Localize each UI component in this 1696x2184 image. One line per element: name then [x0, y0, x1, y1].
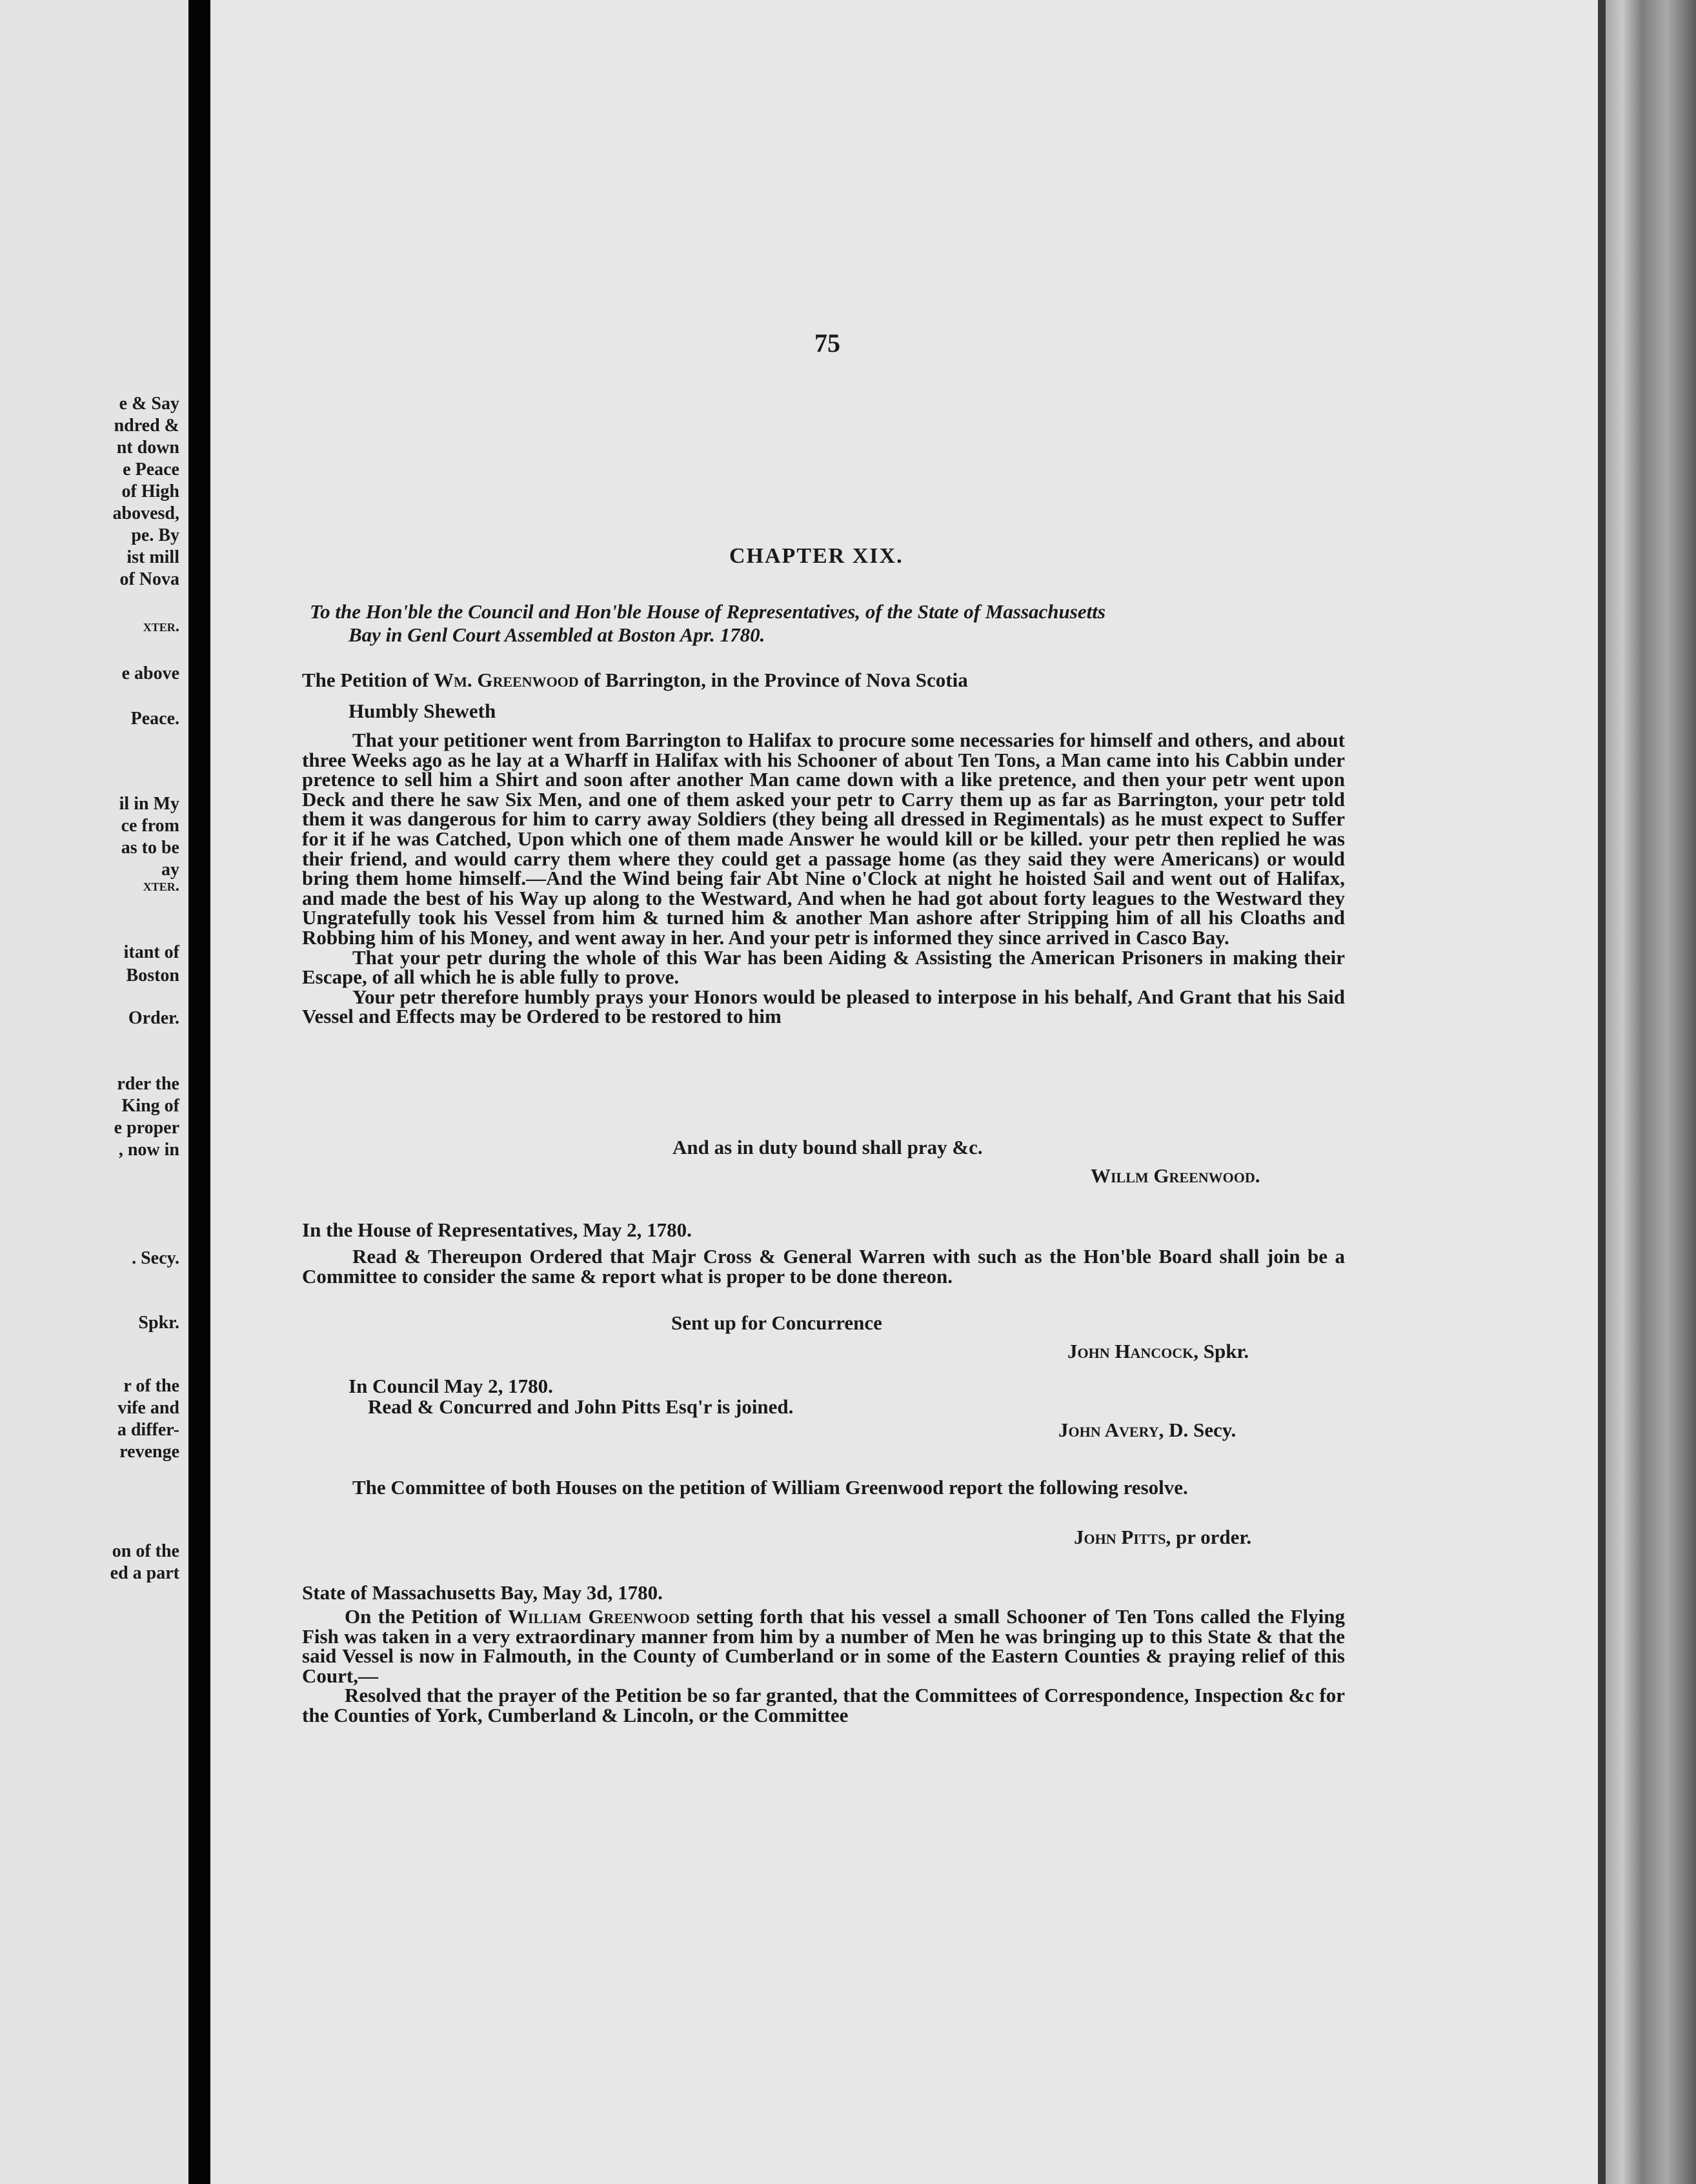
petition-paragraph: That your petitioner went from Barrington to Halifax to procure some necessaries for himself and others, and about three Weeks ago as he lay at a Wharff in Halifax with his Schooner of about Ten Tons, a Man came into his Cabbin under pretence to sell him a Shirt and soon after another Man came down with a like pretence, and then your petr went upon Deck and there he saw Six Men, and one of them asked your petr to Carry them up as far as Barrington, your petr told them it was dangerous for him to carry away Soldiers (they being all dressed in Regimentals) as he must expect to Suffer for it if he was Catched, Upon which one of them made Answer he would kill or be killed. your petr then replied he was their friend, and would carry them where they could get a passage home (as they said they were Americans) or would bring them home himself.—And the Wind being fair Abt Nine o'Clock at night he hoisted Sail and went out of Halifax, and made the best of his Way up along to the Westward, And when he had got about forty leagues to the Westward they Ungratefully took his Vessel from him & turned him & another Man ashore after Stripping him of all his Cloaths and Robbing him of his Money, and went away in her. And your petr is informed they since arrived in Casco Bay.	[302, 729, 1345, 949]
house-heading: In the House of Representatives, May 2, 1780.	[302, 1218, 692, 1241]
facing-page-line: Peace.	[130, 709, 179, 729]
facing-page-line: of Nova	[119, 569, 179, 589]
facing-page-line: itant of	[123, 942, 179, 962]
facing-page-line: Order.	[128, 1008, 179, 1028]
facing-page-line: pe. By	[131, 525, 179, 545]
facing-page-line: vife and	[117, 1398, 179, 1418]
council-text: Read & Concurred and John Pitts Esq'r is joined.	[368, 1395, 794, 1418]
petitioner-name: Wm. Greenwood	[434, 669, 579, 691]
chapter-title: CHAPTER XIX.	[729, 544, 904, 568]
petition-body	[302, 731, 1345, 1027]
facing-page-line: revenge	[119, 1442, 179, 1462]
facing-page-line: il in My	[119, 794, 179, 814]
facing-page-line: ed a part	[110, 1563, 179, 1583]
facing-page-line: xter.	[143, 618, 179, 635]
facing-page-line: rder the	[117, 1074, 179, 1094]
document-page	[210, 0, 1598, 2184]
house-signature: John Hancock, Spkr.	[1067, 1340, 1249, 1362]
page-edge-shadow	[1598, 0, 1606, 2184]
facing-page-line: nt down	[116, 438, 179, 458]
petition-signature: Willm Greenwood.	[1091, 1164, 1260, 1187]
book-gutter	[188, 0, 210, 2184]
facing-page-line: of High	[121, 481, 179, 501]
facing-page-fragment	[0, 0, 188, 2184]
facing-page-line: ndred &	[114, 416, 179, 436]
facing-page-line: on of the	[112, 1541, 179, 1561]
facing-page-line: e proper	[114, 1118, 179, 1138]
facing-page-line: e & Say	[119, 394, 179, 414]
facing-page-line: abovesd,	[112, 503, 179, 523]
state-resolution	[302, 1607, 1345, 1726]
address-line: To the Hon'ble the Council and Hon'ble House of Representatives, of the State of Massachusetts	[310, 600, 1105, 623]
humbly-sheweth: Humbly Sheweth	[348, 700, 496, 722]
petition-intro: The Petition of Wm. Greenwood of Barrington, in the Province of Nova Scotia	[302, 669, 968, 691]
facing-page-line: e above	[121, 663, 179, 683]
page-number: 75	[814, 329, 840, 358]
committee-text: The Committee of both Houses on the petition of William Greenwood report the following resolve.	[352, 1476, 1188, 1499]
facing-page-line: xter.	[143, 877, 179, 895]
address-line: Bay in Genl Court Assembled at Boston Apr. 1780.	[348, 623, 765, 646]
facing-page-line: . Secy.	[132, 1248, 179, 1268]
facing-page-line: , now in	[118, 1140, 179, 1160]
petition-paragraph: That your petr during the whole of this War has been Aiding & Assisting the American Prisoners in making their Escape, of all which he is able fully to prove.	[302, 945, 1345, 989]
council-signature: John Avery, D. Secy.	[1058, 1419, 1237, 1441]
resolution-paragraph: On the Petition of William Greenwood setting forth that his vessel a small Schooner of Ten Tons called the Flying Fish was taken in a very extraordinary manner from him by a number of Men he was bringing up to this State & that the said Vessel is now in Falmouth, in the County of Cumberland or in some of the Eastern Counties & praying relief of this Court,—	[302, 1605, 1345, 1687]
facing-page-line: Spkr.	[138, 1313, 179, 1333]
facing-page-line: King of	[121, 1096, 179, 1116]
committee-signature: John Pitts, pr order.	[1074, 1526, 1252, 1548]
facing-page-line: r of the	[123, 1376, 179, 1396]
facing-page-line: ce from	[121, 816, 179, 836]
petition-closing: And as in duty bound shall pray &c.	[672, 1136, 983, 1158]
resolution-paragraph: Resolved that the prayer of the Petition be so far granted, that the Committees of Correspondence, Inspection &c for the Counties of York, Cumberland & Lincoln, or the Committee	[302, 1684, 1345, 1726]
facing-page-line: ist mill	[126, 547, 179, 567]
facing-page-line: as to be	[121, 838, 179, 858]
sent-up-for-concurrence: Sent up for Concurrence	[671, 1311, 882, 1334]
council-heading: In Council May 2, 1780.	[348, 1375, 553, 1397]
facing-page-line: ay	[161, 860, 179, 880]
house-text: Read & Thereupon Ordered that Majr Cross & General Warren with such as the Hon'ble Board shall join be a Committee to consider the same & report what is proper to be done thereon.	[302, 1245, 1345, 1288]
facing-page-line: a differ-	[117, 1420, 179, 1440]
facing-page-line: e Peace	[123, 460, 179, 480]
state-heading: State of Massachusetts Bay, May 3d, 1780.	[302, 1581, 663, 1604]
facing-page-line: Boston	[126, 966, 179, 986]
page-edge	[1598, 0, 1696, 2184]
petition-address	[310, 600, 1349, 647]
petition-paragraph: Your petr therefore humbly prays your Honors would be pleased to interpose in his behalf, And Grant that his Said Vessel and Effects may be Ordered to be restored to him	[302, 985, 1345, 1028]
